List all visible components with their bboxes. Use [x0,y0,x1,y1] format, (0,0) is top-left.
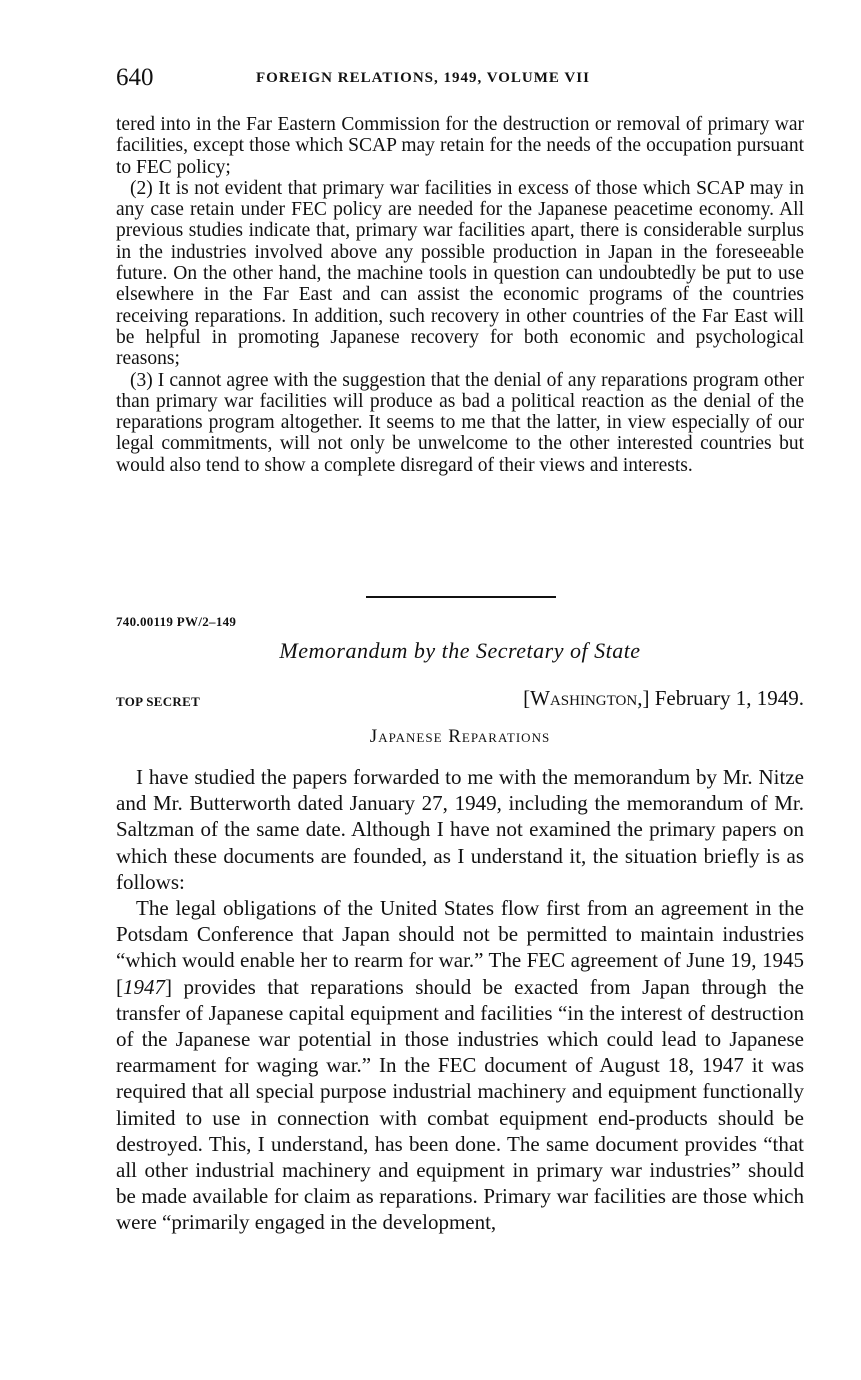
classification-label: TOP SECRET [116,694,201,709]
continuation-text [116,114,804,476]
paragraph: (2) It is not evident that primary war facilities in excess of those which SCAP may in any case retain under FEC policy are needed for the Japanese peacetime economy. All previous studies indicate that, primary war facilities apart, there is considerable surplus in the industries involved above any possible production in Japan in the foreseeable future. On the other hand, the machine tools in question can undoubtedly be put to use elsewhere in the Far East and can assist the economic programs of the countries receiving reparations. In addition, such recovery in other countries of the Far East will be helpful in promoting Japanese recovery for both economic and psychological reasons; [116,177,804,370]
document-title: Memorandum by the Secretary of State [279,638,641,663]
paragraph: (3) I cannot agree with the suggestion that the denial of any reparations program other than primary war facilities will produce as bad a political reaction as the denial of the reparations program altogether. It seems to me that the latter, in view especially of our legal commitments, will not only be unwelcome to the other interested countries but would also tend to show a complete disregard of their views and interests. [116,369,804,476]
memorandum-body [116,764,804,1236]
paragraph: tered into in the Far Eastern Commission for the destruction or removal of primary war facilities, except those which SCAP may retain for the needs of the occupation pursuant to FEC policy; [116,114,804,178]
place: Washington [530,686,638,710]
section-heading: Japanese Reparations [369,726,551,747]
file-number: 740.00119 PW/2–149 [116,614,237,629]
section-divider [366,596,556,598]
editorial-insert: 1947 [123,974,165,999]
date: February 1, 1949. [654,686,804,710]
paragraph-text: The legal obligations of the United States flow first from an agreement in the Potsdam Conference that Japan should not be permitted to maintain industries “which would enable her to rearm for war.” The FEC agreement of June 19, 1945 [ [116,896,804,999]
running-head [116,64,806,98]
paragraph-text: ] provides that reparations should be exacted from Japan through the transfer of Japanese capital equipment and facilities “in the interest of destruction of the Japanese war potential in those industries which could lead to Japanese rearmament for waging war.” In the FEC document of August 18, 1947 it was required that all special purpose industrial machinery and equipment functionally limited to use in connection with combat equipment end-products should be destroyed. This, I understand, has been done. The same document provides “that all other industrial machinery and equipment in primary war industries” should be made available for claim as reparations. Primary war facilities are those which were “primarily engaged in the development, [116,974,804,1235]
running-title: FOREIGN RELATIONS, 1949, VOLUME VII [256,70,590,86]
classification-row [116,686,804,716]
paragraph: I have studied the papers forwarded to me with the memorandum by Mr. Nitze and Mr. Butterworth dated January 27, 1949, including the memorandum of Mr. Saltzman of the same date. Although I have not examined the primary papers on which these documents are founded, as I understand it, the situation briefly is as follows: [116,765,804,894]
page-number: 640 [116,64,154,91]
dateline: [Washington,] February 1, 1949. [523,686,804,710]
paragraph [116,895,804,1236]
